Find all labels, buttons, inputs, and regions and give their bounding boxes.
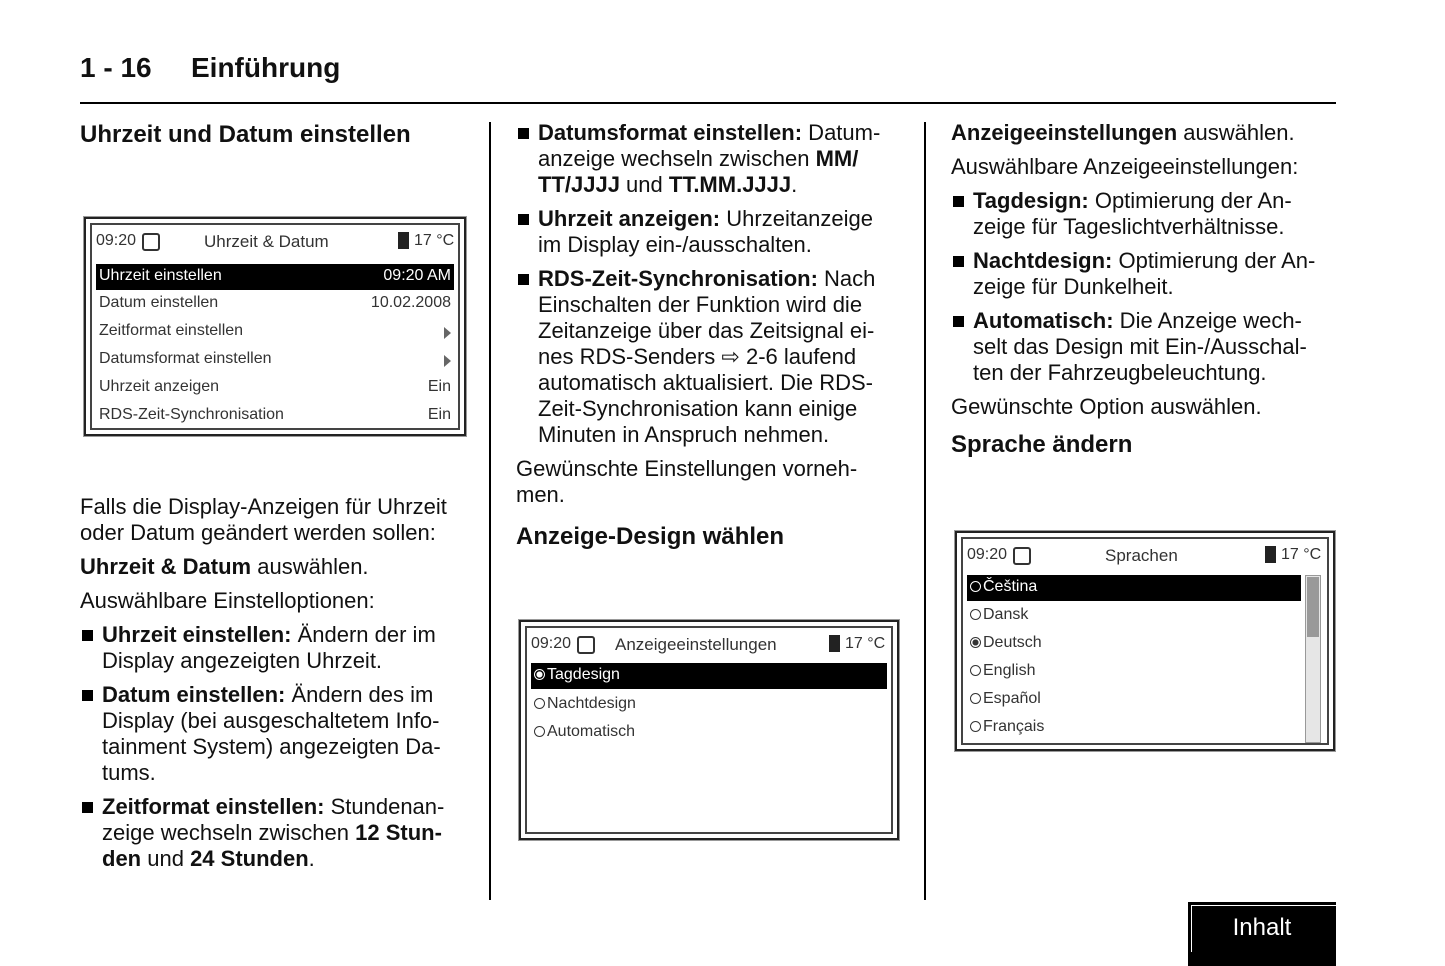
section-heading-design: Anzeige-Design wählen [516,523,785,550]
paragraph: Auswählbare Einstelloptionen: [80,588,375,613]
menu-item-value: Ein [427,406,451,423]
option-label: Čeština [983,578,1038,595]
option-automatisch[interactable] [531,720,887,746]
language-option[interactable] [967,715,1301,741]
column-1-text [80,494,480,880]
option-label: English [983,662,1036,679]
column-3 [951,120,1346,460]
bullet-icon [82,802,93,813]
column-1 [80,120,480,150]
language-option[interactable] [967,603,1301,629]
radio-unselected-icon [970,693,981,704]
option-nachtdesign[interactable] [531,692,887,718]
language-option[interactable] [967,687,1301,713]
radio-unselected-icon [534,698,545,709]
option-tagdesign[interactable] [531,663,887,689]
menu-item-uhrzeit-einstellen[interactable] [96,264,454,290]
bullet-icon [518,274,529,285]
list-item: Uhrzeit einstellen: Ändern der im Display angezeigten Uhrzeit. [80,622,480,674]
screen-time: 09:20 [96,232,137,249]
menu-item-value: Ein [427,378,451,395]
list-item: Datumsformat einstellen: Datum- anzeige wechseln zwischen MM/ TT/JJJJ und TT.MM.JJJJ. [516,120,911,198]
radio-selected-icon [970,637,981,648]
paragraph: Auswählbare Anzeigeeinstellungen: [951,154,1299,179]
list-item: Automatisch: Die Anzeige wech- selt das Design mit Ein-/Ausschal- ten der Fahrzeugbeleuchtung. [951,308,1346,386]
menu-item-label: Zeitformat einstellen [99,322,244,339]
menu-item-label: RDS-Zeit-Synchronisation [99,406,284,423]
chapter-title: Einführung [191,52,341,83]
bullet-icon [82,630,93,641]
contents-button[interactable] [1188,902,1336,966]
contents-button-label: Inhalt [1232,914,1292,941]
clock-icon [142,233,160,251]
menu-item-zeitformat-einstellen[interactable] [96,319,454,345]
thermometer-icon [1265,546,1276,563]
screen-title: Sprachen [1105,546,1178,565]
list-item: Nachtdesign: Optimierung der An- zeige für Dunkelheit. [951,248,1346,300]
screen-time-date [84,217,466,436]
scrollbar-thumb[interactable] [1307,577,1319,637]
header-divider [80,102,1336,104]
screen-header [963,539,1327,571]
radio-unselected-icon [970,609,981,620]
list-item: Uhrzeit anzeigen: Uhrzeitanzeige im Display ein-/ausschalten. [516,206,911,258]
column-2 [516,120,911,552]
menu-item-datum-einstellen[interactable] [96,291,454,317]
column-divider-1 [489,122,491,900]
radio-unselected-icon [970,665,981,676]
bullet-icon [82,690,93,701]
bullet-icon [953,256,964,267]
screen-temperature: 17 °C [1281,546,1322,563]
list-item: Tagdesign: Optimierung der An- zeige für Tageslichtverhältnisse. [951,188,1346,240]
option-label: Nachtdesign [547,695,636,712]
menu-item-value: 09:20 AM [383,267,451,284]
menu-item-value: 10.02.2008 [370,294,451,311]
list-item: Zeitformat einstellen: Stundenan- zeige wechseln zwischen 12 Stun- den und 24 Stunden. [80,794,480,872]
menu-item-label: Uhrzeit anzeigen [99,378,220,395]
list-item: RDS-Zeit-Synchronisation: Nach Einschalten der Funktion wird die Zeitanzeige über das Zeitsignal ei- nes RDS-Senders ⇨ 2-6 laufend automatisch aktualisiert. Die RDS- Zeit-Synchronisation kann einige Minuten in Anspruch nehmen. [516,266,911,448]
menu-item-datumsformat-einstellen[interactable] [96,347,454,373]
menu-item-rds-zeit-sync[interactable] [96,403,454,429]
menu-item-label: Uhrzeit einstellen [99,267,222,284]
menu-item-uhrzeit-anzeigen[interactable] [96,375,454,401]
thermometer-icon [829,635,840,652]
thermometer-icon [398,232,409,249]
screen-title: Anzeigeeinstellungen [615,635,777,654]
screen-header [92,225,458,257]
screen-temperature: 17 °C [845,635,886,652]
bullet-icon [953,316,964,327]
screen-time: 09:20 [531,635,572,652]
bullet-icon [953,196,964,207]
language-option[interactable] [967,631,1301,657]
column-divider-2 [924,122,926,900]
menu-item-label: Datum einstellen [99,294,219,311]
option-label: Tagdesign [547,666,620,683]
paragraph: Falls die Display-Anzeigen für Uhrzeit oder Datum geändert werden sollen: [80,494,447,545]
page-number: 1 - 16 [80,52,152,83]
radio-unselected-icon [970,581,981,592]
language-option[interactable] [967,575,1301,601]
radio-unselected-icon [970,721,981,732]
paragraph: Gewünschte Option auswählen. [951,394,1262,419]
radio-unselected-icon [534,726,545,737]
page-reference-arrow-icon: ⇨ [721,344,740,369]
clock-icon [577,636,595,654]
scrollbar[interactable] [1305,575,1321,743]
bullet-icon [518,128,529,139]
option-label: Automatisch [547,723,636,740]
radio-selected-icon [534,669,545,680]
chevron-right-icon [444,354,451,372]
screen-time: 09:20 [967,546,1008,563]
bullet-icon [518,214,529,225]
paragraph: Uhrzeit & Datum auswählen. [80,554,369,579]
menu-item-label: Datumsformat einstellen [99,350,272,367]
paragraph: Anzeigeeinstellungen auswählen. [951,120,1295,145]
option-label: Deutsch [983,634,1042,651]
section-heading-time-date: Uhrzeit und Datum einstellen [80,121,411,148]
screen-header [527,628,891,660]
option-label: Français [983,718,1045,735]
chevron-right-icon [444,326,451,344]
paragraph: Gewünschte Einstellungen vorneh- men. [516,456,858,507]
screen-languages [955,531,1335,751]
screen-display-settings [519,620,899,840]
language-option[interactable] [967,659,1301,685]
screen-temperature: 17 °C [414,232,455,249]
option-label: Español [983,690,1041,707]
clock-icon [1013,547,1031,565]
option-label: Dansk [983,606,1029,623]
screen-title: Uhrzeit & Datum [204,232,329,251]
section-heading-language: Sprache ändern [951,431,1133,458]
list-item: Datum einstellen: Ändern des im Display (bei ausgeschaltetem Info- tainment System) angezeigten Da- tums. [80,682,480,786]
